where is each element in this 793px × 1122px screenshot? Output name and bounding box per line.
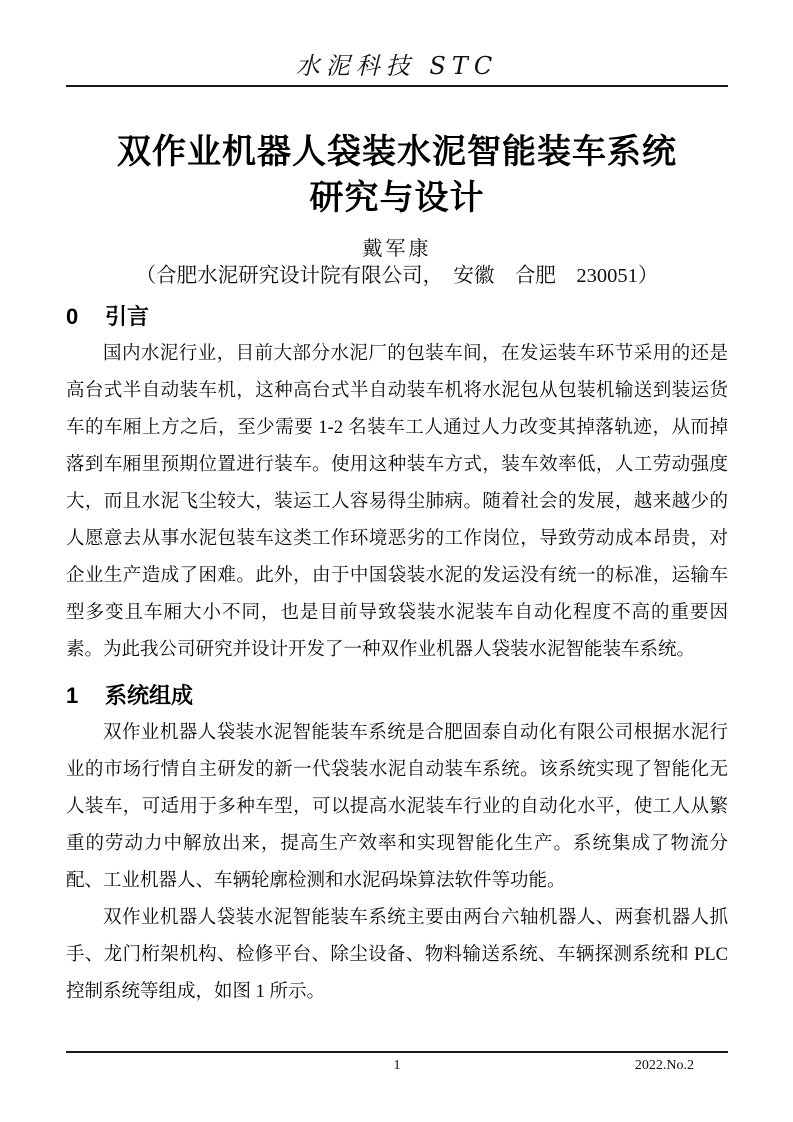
header-divider xyxy=(66,85,728,87)
paragraph: 双作业机器人袋装水泥智能装车系统主要由两台六轴机器人、两套机器人抓手、龙门桁架机构、检修平台、除尘设备、物料输送系统、车辆探测系统和 PLC 控制系统等组成，如图 1 所示。 xyxy=(66,908,728,1002)
section-number: 1 xyxy=(66,683,79,708)
section-title: 系统组成 xyxy=(105,683,194,708)
page-number: 1 xyxy=(393,1058,401,1073)
section-heading-introduction xyxy=(66,303,728,331)
title-line-2: 研究与设计 xyxy=(309,179,485,217)
title-line-1: 双作业机器人袋装水泥智能装车系统 xyxy=(117,133,677,171)
page-header xyxy=(66,50,728,87)
section-heading-system-composition xyxy=(66,682,728,710)
issue-number: 2022.No.2 xyxy=(634,1058,694,1073)
author-affiliation: （合肥水泥研究设计院有限公司， 安徽 合肥 230051） xyxy=(135,265,659,287)
footer-row xyxy=(66,1056,728,1078)
section-number: 0 xyxy=(66,304,79,329)
footer-divider xyxy=(66,1051,728,1053)
journal-title: 水泥科技 STC xyxy=(295,52,499,80)
paragraph: 国内水泥行业，目前大部分水泥厂的包装车间，在发运装车环节采用的还是高台式半自动装车机，这种高台式半自动装车机将水泥包从包装机输送到装运货车的车厢上方之后，至少需要 1-2 名装车工人通过人力改变其掉落轨迹，从而掉落到车厢里预期位置进行装车。使用这种装车方式，装车效率低，人工劳动强度大，而且水泥飞尘较大，装运工人容易得尘肺病。随着社会的发展，越来越少的人愿意去从事水泥包装车这类工作环境恶劣的工作岗位，导致劳动成本昂贵，对企业生产造成了困难。此外，由于中国袋装水泥的发运没有统一的标准，运输车型多变且车厢大小不同，也是目前导致袋装水泥装车自动化程度不高的重要因素。为此我公司研究并设计开发了一种双作业机器人袋装水泥智能装车系统。 xyxy=(66,344,728,660)
section-title: 引言 xyxy=(105,304,150,329)
paragraph: 双作业机器人袋装水泥智能装车系统是合肥固泰自动化有限公司根据水泥行业的市场行情自主研发的新一代袋装水泥自动装车系统。该系统实现了智能化无人装车，可适用于多种车型，可以提高水泥装车行业的自动化水平，使工人从繁重的劳动力中解放出来，提高生产效率和实现智能化生产。系统集成了物流分配、工业机器人、车辆轮廓检测和水泥码垛算法软件等功能。 xyxy=(66,723,728,891)
article-title xyxy=(66,129,728,221)
author-name: 戴军康 xyxy=(362,238,432,260)
page-footer xyxy=(66,1051,728,1078)
